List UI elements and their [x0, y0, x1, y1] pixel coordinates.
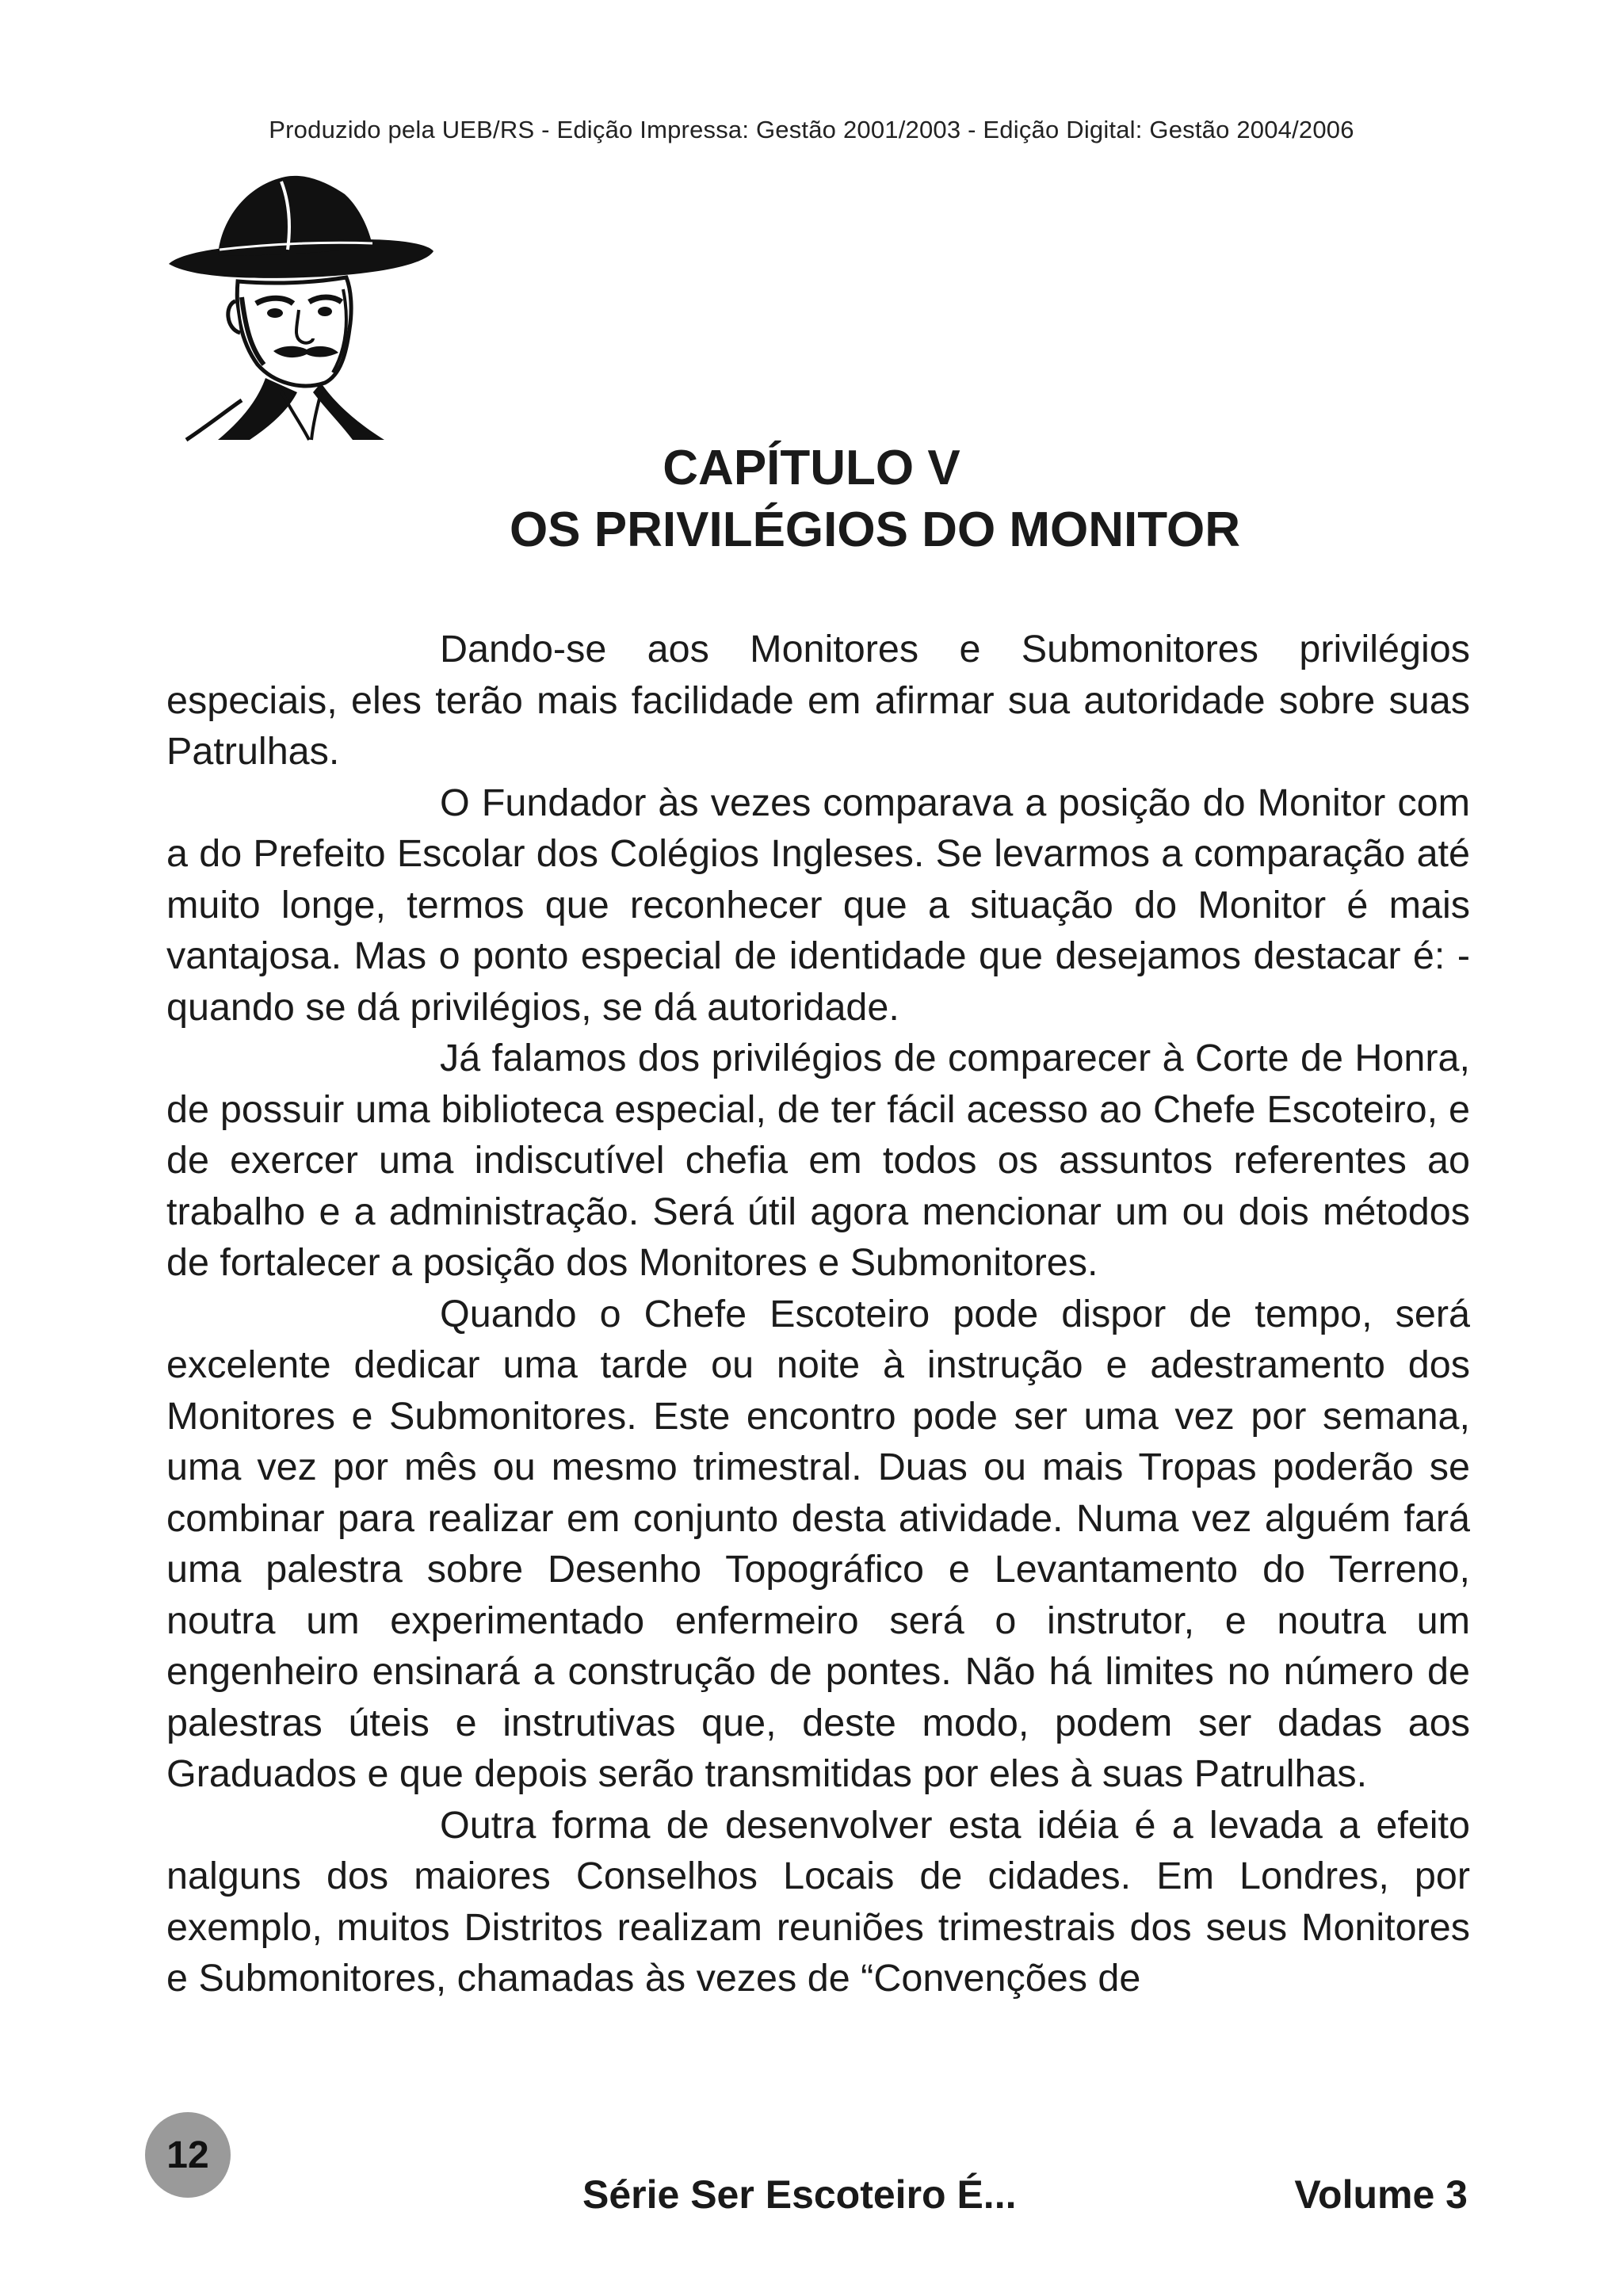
series-title: Série Ser Escoteiro É... — [582, 2172, 1017, 2217]
header-credit-line: Produzido pela UEB/RS - Edição Impressa: Gestão 2001/2003 - Edição Digital: Gestão 2004/2006 — [269, 116, 1354, 143]
volume-label: Volume 3 — [1294, 2172, 1468, 2217]
paragraph: Dando-se aos Monitores e Submonitores privilégios especiais, eles terão mais facilidade em afirmar sua autoridade sobre suas Patrulhas. — [166, 628, 1470, 773]
scout-founder-portrait-icon — [162, 170, 440, 444]
chapter-title: OS PRIVILÉGIOS DO MONITOR — [509, 502, 1241, 557]
page-number: 12 — [166, 2134, 209, 2176]
chapter-number: CAPÍTULO V — [663, 441, 960, 495]
paragraph: Quando o Chefe Escoteiro pode dispor de tempo, será excelente dedicar uma tarde ou noite à instrução e adestramento dos Monitores e Submonitores. Este encontro pode ser uma vez por semana, uma vez por mês ou mesmo trimestral. Duas ou mais Tropas poderão se combinar para realizar em conjunto desta atividade. Numa vez alguém fará uma palestra sobre Desenho Topográfico e Levantamento do Terreno, noutra um experimentado enfermeiro será o instrutor, e noutra um engenheiro ensinará a construção de pontes. Não há limites no número de palestras úteis e instrutivas que, deste modo, podem ser dadas aos Graduados e que depois serão transmitidas por eles à suas Patrulhas. — [166, 1292, 1470, 1795]
paragraph: O Fundador às vezes comparava a posição do Monitor com a do Prefeito Escolar dos Colégios Ingleses. Se levarmos a comparação até muito longe, termos que reconhecer que a situação do Monitor é mais vantajosa. Mas o ponto especial de identidade que desejamos destacar é: - quando se dá privilégios, se dá autoridade. — [166, 781, 1470, 1029]
chapter-body — [166, 624, 1470, 2004]
page-number-badge — [145, 2112, 231, 2198]
paragraph: Outra forma de desenvolver esta idéia é a levada a efeito nalguns dos maiores Conselhos Locais de cidades. Em Londres, por exemplo, muitos Distritos realizam reuniões trimestrais dos seus Monitores e Submonitores, chamadas às vezes de “Convenções de — [166, 1803, 1470, 2000]
paragraph: Já falamos dos privilégios de comparecer à Corte de Honra, de possuir uma biblioteca especial, de ter fácil acesso ao Chefe Escoteiro, e de exercer uma indiscutível chefia em todos os assuntos referentes ao trabalho e a administração. Será útil agora mencionar um ou dois métodos de fortalecer a posição dos Monitores e Submonitores. — [166, 1037, 1470, 1284]
